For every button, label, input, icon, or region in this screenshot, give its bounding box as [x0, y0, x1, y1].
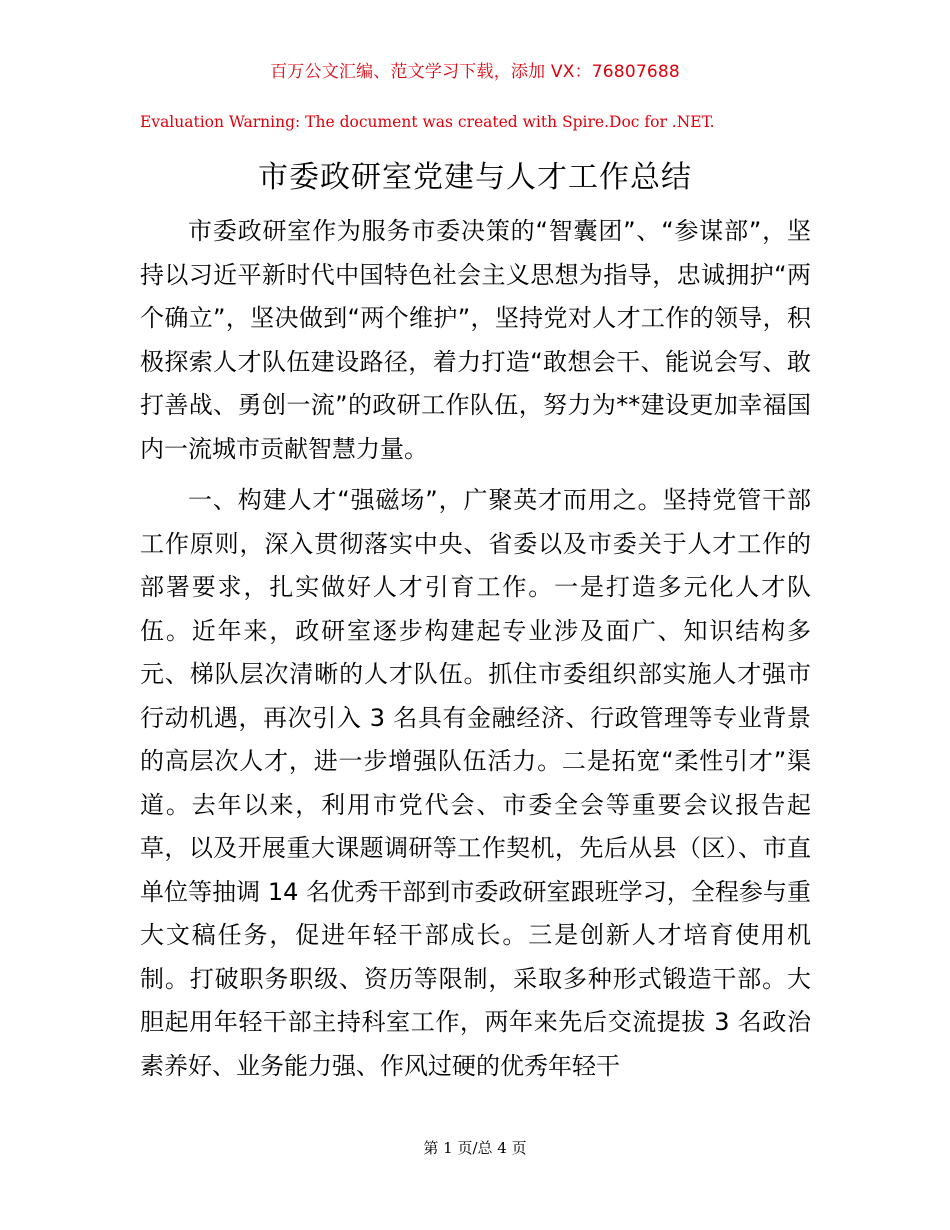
- body-paragraph-intro: 市委政研室作为服务市委决策的“智囊团”、“参谋部”，坚持以习近平新时代中国特色社会主义思想为指导，忠诚拥护“两个确立”，坚决做到“两个维护”，坚持党对人才工作的领导，积极探索人才队伍建设路径，着力打造“敢想会干、能说会写、敢打善战、勇创一流”的政研工作队伍，努力为**建设更加幸福国内一流城市贡献智慧力量。: [140, 217, 811, 463]
- evaluation-warning: Evaluation Warning: The document was created with Spire.Doc for .NET.: [140, 113, 715, 131]
- page-number-footer: 第 1 页/总 4 页: [423, 1139, 527, 1157]
- document-title: 市委政研室党建与人才工作总结: [258, 160, 692, 195]
- body-paragraph-section-one: 一、构建人才“强磁场”，广聚英才而用之。坚持党管干部工作原则，深入贯彻落实中央、省委以及市委关于人才工作的部署要求，扎实做好人才引育工作。一是打造多元化人才队伍。近年来，政研室逐步构建起专业涉及面广、知识结构多元、梯队层次清晰的人才队伍。抓住市委组织部实施人才强市行动机遇，再次引入 3 名具有金融经济、行政管理等专业背景的高层次人才，进一步增强队伍活力。二是拓宽“柔性引才”渠道。去年以来，利用市党代会、市委全会等重要会议报告起草，以及开展重大课题调研等工作契机，先后从县（区）、市直单位等抽调 14 名优秀干部到市委政研室跟班学习，全程参与重大文稿任务，促进年轻干部成长。三是创新人才培育使用机制。打破职务职级、资历等限制，采取多种形式锻造干部。大胆起用年轻干部主持科室工作，两年来先后交流提拔 3 名政治素养好、业务能力强、作风过硬的优秀年轻干: [140, 486, 811, 1080]
- header-promo-text: 百万公文汇编、范文学习下载，添加 VX：76807688: [270, 62, 680, 82]
